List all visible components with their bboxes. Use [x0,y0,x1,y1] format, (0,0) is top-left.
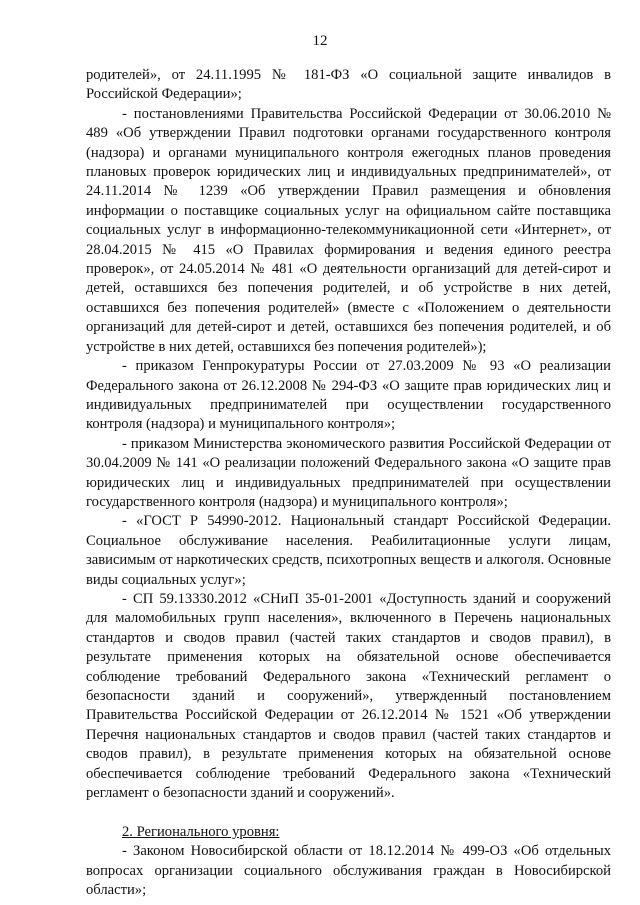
paragraph-government-decrees: - постановлениями Правительства Российской Федерации от 30.06.2010 № 489 «Об утверждении Правил подготовки органами государственного контроля (надзора) и органами муниципального контроля ежегодных планов проведения плановых проверок юридических лиц и индивидуальных предпринимателей», от 24.11.2014 № 1239 «Об утверждении Правил размещения и обновления информации о поставщике социальных услуг на официальном сайте поставщика социальных услуг в информационно-телекоммуникационной сети «Интернет», от 28.04.2015 № 415 «О Правилах формирования и ведения единого реестра проверок», от 24.05.2014 № 481 «О деятельности организаций для детей-сирот и детей, оставшихся без попечения родителей, и об устройстве в них детей, оставшихся без попечения родителей» (вместе с «Положением о деятельности организаций для детей-сирот и детей, оставшихся без попечения родителей, и об устройстве в них детей, оставшихся без попечения родителей»); [86,105,611,355]
page-number: 12 [312,33,328,49]
paragraph-continuation: родителей», от 24.11.1995 № 181-ФЗ «О социальной защите инвалидов в Российской Федерации»; [86,67,611,103]
section-heading-regional: 2. Регионального уровня: [122,823,280,840]
paragraph-regional-law: - Законом Новосибирской области от 18.12.2014 № 499-ОЗ «Об отдельных вопросах организации социального обслуживания граждан в Новосибирской области»; [86,843,611,899]
paragraph-prosecutor-order: - приказом Генпрокуратуры России от 27.03.2009 № 93 «О реализации Федерального закона от 26.12.2008 № 294-ФЗ «О защите прав юридических лиц и индивидуальных предпринимателей при осуществлении государственного контроля (надзора) и муниципального контроля»; [86,358,611,433]
paragraph-sp: - СП 59.13330.2012 «СНиП 35-01-2001 «Доступность зданий и сооружений для маломобильных групп населения», включенного в Перечень национальных стандартов и сводов правил (частей таких стандартов и сводов правил), в результате применения которых на обязательной основе обеспечивается соблюдение требований Федерального закона «Технический регламент о безопасности зданий и сооружений», утвержденный постановлением Правительства Российской Федерации от 26.12.2014 № 1521 «Об утверждении Перечня национальных стандартов и сводов правил (частей таких стандартов и сводов правил), в результате применения которых на обязательной основе обеспечивается соблюдение требований Федерального закона «Технический регламент о безопасности зданий и сооружений». [86,590,611,802]
document-body [86,66,611,900]
paragraph-gost: - «ГОСТ Р 54990-2012. Национальный стандарт Российской Федерации. Социальное обслуживание населения. Реабилитационные услуги лицам, зависимым от наркотических средств, психотропных веществ и алкоголя. Основные виды социальных услуг»; [86,513,611,588]
paragraph-economy-ministry-order: - приказом Министерства экономического развития Российской Федерации от 30.04.2009 № 141 «О реализации положений Федерального закона «О защите прав юридических лиц и индивидуальных предпринимателей при осуществлении государственного контроля (надзора) и муниципального контроля»; [86,435,611,510]
